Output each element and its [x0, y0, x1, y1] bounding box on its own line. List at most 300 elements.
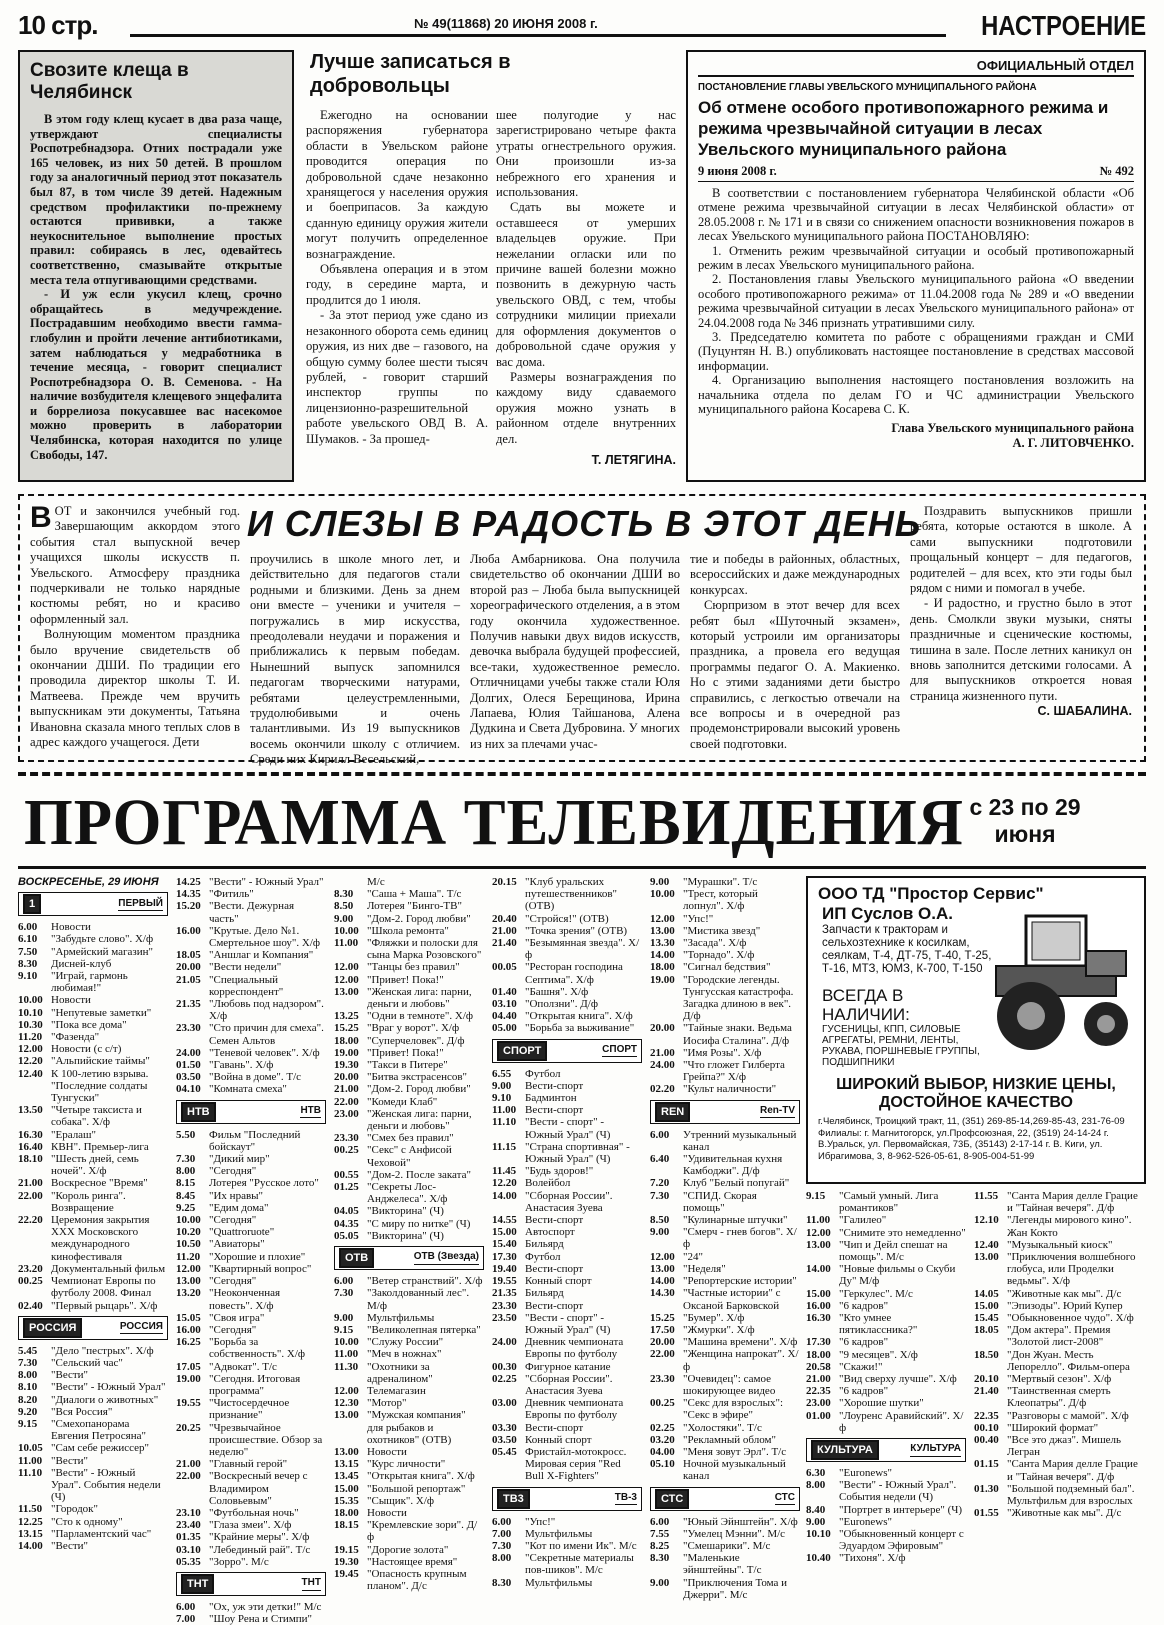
program-title: "Вести недели"	[209, 961, 282, 974]
program-time: 9.00	[650, 1576, 670, 1589]
program-title: "Новые фильмы о Скуби Ду" М/ф	[839, 1263, 956, 1288]
program-title: К 100-летию взрыва. "Последние солдаты Тунгуски"	[51, 1067, 149, 1105]
program-row	[176, 1531, 326, 1543]
program-row	[334, 1397, 484, 1409]
program-row	[650, 1373, 800, 1397]
program-title: "Заколдованный лес". М/ф	[367, 1287, 470, 1312]
program-time: 04.35	[334, 1217, 359, 1230]
channel-kultura	[806, 1438, 966, 1462]
program-title: Новости	[51, 921, 91, 934]
program-title: "Специальный корреспондент"	[209, 973, 284, 998]
program-time: 22.35	[974, 1409, 999, 1422]
program-time: 9.00	[650, 1226, 670, 1239]
program-title: "Любовь под надзором". Х/ф	[209, 998, 324, 1023]
program-row	[18, 1019, 168, 1031]
program-title: Волейбол	[525, 1177, 571, 1190]
program-time: 16.40	[18, 1140, 43, 1153]
program-time: 15.40	[492, 1238, 517, 1251]
program-time: 23.50	[492, 1311, 517, 1324]
program-time: 15.00	[492, 1226, 517, 1239]
program-row	[806, 1397, 966, 1409]
program-title: "Война в доме". Т/с	[209, 1071, 302, 1084]
program-row	[176, 949, 326, 961]
grad-col-5	[910, 504, 1132, 720]
paragraph: проучились в школе много лет, и действительно для педагогов стали родными и близкими. День за днем они вместе – ученики и учителя – погружались в мир искусства, преодолевали неудачи и поражения и приближались к первым победам. Нынешний выпуск запомнился педагогам творческими натурами, ребятами целеустремленными, трудолюбивыми и очень талантливыми. Из 19 выпускников восемь окончили школу с отличием. Среди них Кирилл Весельский,	[250, 552, 460, 767]
program-row	[176, 1336, 326, 1360]
program-time: 01.55	[974, 1507, 999, 1520]
program-title: "Маленькие эйнштейны". Т/с	[683, 1552, 762, 1577]
program-row	[492, 1263, 642, 1275]
program-title: "Очевидец": самое шокирующее видео	[683, 1372, 776, 1397]
program-time: 10.30	[18, 1018, 43, 1031]
program-row	[334, 1071, 484, 1083]
paragraph: Люба Амбарникова. Она получила свидетельство об окончании ДШИ во второй раз – Люба была выпускницей хореографического отделения, а в этом году окончила художественное. Получив навыки двух видов искусств, девочка выбрала будущей профессией, все-таки, художественное ремесло. Отличницами учебы также стали Юля Долгих, Олеся Берещинова, Ирина Лапаева, Юлия Тайшанова, Алена Дудкина и Света Дубровина. У многих из них за плечами учас-	[470, 552, 680, 751]
program-title: Мультфильмы	[525, 1527, 593, 1540]
program-row	[974, 1410, 1146, 1422]
program-time: 13.00	[334, 1445, 359, 1458]
paragraph: Размеры вознаграждения по каждому виду сдаваемого оружия можно узнать в районном отделе внутренних дел.	[496, 369, 676, 446]
program-row	[492, 1312, 642, 1336]
program-row	[650, 1059, 800, 1083]
program-time: 14.25	[176, 876, 201, 888]
program-time: 00.30	[492, 1360, 517, 1373]
program-time: 03.20	[650, 1433, 675, 1446]
program-time: 9.00	[334, 1311, 354, 1324]
program-row	[650, 1577, 800, 1601]
program-title: "Оползни". Д/ф	[525, 998, 598, 1011]
program-title: "6 кадров"	[839, 1385, 889, 1398]
tractor-parts-ad	[806, 876, 1146, 1184]
program-title: "Крайние меры". Х/ф	[209, 1531, 310, 1544]
ticks-para-2: - И уж если укусил клещ, срочно обращайтесь в медучреждение. Пострадавшим необходимо ввести гамма-глобулин и пройти лечение антибиотиками, затем наблюдаться у медработника в течение месяца, - говорит специалист Роспотребнадзора О. В. Семенова. - На наличие возбудителя клещевого энцефалита и боррелиоза покусавшее вас насекомое можно проверить в лаборатории Челябинска, которая находится по улице Свободы, 147.	[30, 287, 282, 462]
program-title: Футбол	[525, 1067, 561, 1080]
program-row	[334, 1470, 484, 1482]
program-title: Фильм "Последний бойскаут"	[209, 1128, 301, 1153]
program-time: 22.20	[18, 1214, 43, 1227]
program-title: "Чистосердечное признание"	[209, 1397, 290, 1422]
channel-name: РОССИЯ	[120, 1321, 163, 1334]
program-row	[334, 1287, 484, 1311]
program-title: "Фитиль"	[209, 888, 254, 901]
program-time: 10.00	[18, 994, 43, 1007]
program-time: 11.20	[18, 1031, 43, 1044]
program-title: "Репортерские истории"	[683, 1275, 797, 1288]
program-title: "Сыщик". Х/ф	[367, 1494, 435, 1507]
program-time: 6.40	[650, 1153, 670, 1166]
program-title: "Глаза змеи". Х/ф	[209, 1519, 292, 1532]
program-row	[176, 974, 326, 998]
tv-dates: с 23 по 29 июня	[969, 794, 1081, 847]
program-row	[492, 1092, 642, 1104]
program-row	[650, 1348, 800, 1372]
program-row	[334, 1205, 484, 1217]
program-title: "Приключения Тома и Джерри". М/с	[683, 1576, 788, 1601]
program-row	[806, 1312, 966, 1336]
program-title: "Вести" - Южный Урал". События недели (Ч)	[839, 1479, 957, 1504]
program-row	[806, 1516, 966, 1528]
paragraph: Ежегодно на основании распоряжения губернатора области в Увельском районе проводится операция по добровольной сдаче незаконно хранящегося у населения оружия и боеприпасов. За каждую сданную единицу оружия жители могут получить определенное вознаграждение.	[306, 108, 488, 261]
program-time: 21.00	[176, 1458, 201, 1471]
program-row	[176, 1022, 326, 1046]
program-title: "Лебединый рай". Т/с	[209, 1543, 311, 1556]
program-row	[176, 888, 326, 900]
volunteers-author: Т. ЛЕТЯГИНА.	[591, 452, 676, 467]
program-title: "Женщина напрокат". Х/ф	[683, 1348, 799, 1373]
program-row	[650, 876, 800, 888]
program-time: 15.05	[176, 1311, 201, 1324]
program-time: 7.00	[176, 1613, 196, 1625]
program-time: 12.30	[334, 1397, 359, 1410]
program-title: "Школа ремонта"	[367, 924, 449, 937]
program-time: 10.10	[18, 1006, 43, 1019]
program-row	[334, 986, 484, 1010]
program-title: "Мертвый сезон". Х/ф	[1007, 1373, 1112, 1386]
program-title: "Авиаторы"	[209, 1238, 265, 1251]
program-title: "Башня". Х/ф	[525, 985, 589, 998]
signature-role: Глава Увельского муниципального района	[891, 420, 1134, 435]
program-row	[806, 1349, 966, 1361]
decree-title: Об отмене особого противопожарного режима и режима чрезвычайной ситуации в лесах Увельского муниципального района	[698, 98, 1109, 159]
program-title: Новости	[367, 1445, 407, 1458]
program-time: 00.05	[492, 961, 517, 974]
program-row	[176, 1312, 326, 1324]
ad-stock: ВСЕГДА В НАЛИЧИИ:	[822, 986, 910, 1024]
program-title: Воскресное "Время"	[51, 1177, 148, 1190]
program-row	[18, 1300, 168, 1312]
program-time: 23.40	[176, 1519, 201, 1532]
program-row	[334, 1312, 484, 1324]
program-title: "Животные как мы". Д/с	[1007, 1507, 1122, 1520]
program-time: 6.00	[18, 921, 38, 934]
program-row	[974, 1458, 1146, 1482]
program-row	[650, 1153, 800, 1177]
program-row	[334, 1348, 484, 1360]
tv-col-3	[334, 876, 484, 1592]
schedule-list	[176, 876, 326, 1096]
program-time: 01.30	[974, 1482, 999, 1495]
program-title: Клуб "Белый попугай"	[683, 1177, 790, 1190]
program-title: "Тихоня". Х/ф	[839, 1552, 906, 1565]
program-title: "Сегодня"	[209, 1214, 257, 1227]
program-title: Новости	[367, 1506, 407, 1519]
program-row	[492, 1397, 642, 1421]
program-title: Телемагазин	[367, 1384, 426, 1397]
program-time: 9.00	[334, 912, 354, 925]
program-title: Лотерея "Русское лото"	[209, 1177, 319, 1190]
tv-col-2	[176, 876, 326, 1625]
program-row	[18, 1190, 168, 1214]
official-decree	[686, 50, 1146, 482]
program-title: "Вести - спорт" - Южный Урал" (Ч)	[525, 1311, 611, 1336]
program-row	[18, 1275, 168, 1299]
program-row	[806, 1552, 966, 1564]
program-row	[176, 1226, 326, 1238]
program-title: "Мурашки". Т/с	[683, 876, 758, 888]
channel-name: Ren-TV	[760, 1105, 795, 1118]
program-row	[18, 1442, 168, 1454]
program-time: 8.00	[492, 1552, 512, 1565]
program-time: 19.15	[334, 1543, 359, 1556]
program-time: 9.15	[806, 1190, 826, 1202]
program-row	[334, 1010, 484, 1022]
tv3-logo-icon: ТВ3	[497, 1489, 530, 1509]
program-time: 15.00	[334, 1482, 359, 1495]
program-time: 13.15	[334, 1458, 359, 1471]
program-row	[176, 1287, 326, 1311]
program-row	[334, 1035, 484, 1047]
program-title: "Стройся!" (ОТВ)	[525, 912, 609, 925]
program-time: 10.00	[334, 1336, 359, 1349]
program-row	[334, 1361, 484, 1385]
program-title: "Мотор"	[367, 1397, 407, 1410]
program-title: Фигурное катание	[525, 1360, 611, 1373]
program-time: 11.45	[492, 1165, 517, 1178]
program-time: 14.00	[650, 949, 675, 962]
program-time: 20.00	[650, 1336, 675, 1349]
program-title: "Городок"	[51, 1503, 98, 1516]
program-row	[18, 1263, 168, 1275]
program-row	[334, 1083, 484, 1095]
program-row	[176, 876, 326, 888]
program-time: 11.00	[492, 1104, 517, 1117]
program-row	[806, 1227, 966, 1239]
program-title: Новости	[51, 994, 91, 1007]
program-title: "Хорошие и плохие"	[209, 1250, 306, 1263]
tractor-icon	[986, 906, 1136, 1056]
program-time: 21.00	[18, 1177, 43, 1190]
program-time: 5.45	[18, 1344, 38, 1357]
program-row	[334, 1336, 484, 1348]
program-title: "Дон Жуан. Месть Лепорелло". Фильм-опера	[1007, 1348, 1130, 1373]
volunteers-col-1	[306, 108, 488, 447]
program-time: 12.10	[974, 1214, 999, 1227]
program-time: 13.20	[176, 1287, 201, 1300]
program-row	[650, 1251, 800, 1263]
program-title: "Дом-2. После заката"	[367, 1168, 471, 1181]
program-title: "Борьба за выживание"	[525, 1022, 635, 1035]
program-time: 8.45	[176, 1189, 196, 1202]
program-row	[492, 1104, 642, 1116]
program-time: 8.15	[176, 1177, 196, 1190]
program-row	[334, 937, 484, 961]
program-title: "Сам себе режиссер"	[51, 1442, 150, 1455]
program-row	[492, 1177, 642, 1189]
program-title: "Первый рыцарь". Х/ф	[51, 1299, 158, 1312]
program-row	[650, 1434, 800, 1446]
program-title: "Ералаш"	[51, 1128, 97, 1141]
program-time: 12.00	[334, 961, 359, 974]
channel-name: СТС	[775, 1492, 795, 1505]
program-row	[18, 1357, 168, 1369]
program-row	[334, 1144, 484, 1168]
program-time: 6.30	[806, 1467, 826, 1480]
schedule-list	[176, 1601, 326, 1625]
program-time: 13.15	[18, 1527, 43, 1540]
ticks-para-1: В этом году клещ кусает в два раза чаще, утверждают специалисты Роспотребнадзора. Отних пострадали уже 165 человек, из них 50 детей. В прошлом году за аналогичный период этот показатель был 87, в том числе 39 детей. Надежным средством профилактики по-прежнему остаются прививки, а также неукоснительное выполнение простых правил: собираясь в лес, одевайтесь соответственно, смазывайте открытые места тела отпугивающими средствами.	[30, 112, 282, 287]
channel-name: ТВ-3	[615, 1492, 637, 1505]
program-time: 8.40	[806, 1503, 826, 1516]
program-title: "Мужская компания" для рыбаков и охотников" (ОТВ)	[367, 1409, 466, 1446]
program-title: "Ресторан господина Септима". Х/ф	[525, 961, 623, 986]
program-time: 18.50	[974, 1348, 999, 1361]
grad-col-2	[250, 552, 460, 768]
program-time: 12.20	[492, 1177, 517, 1190]
program-row	[334, 1275, 484, 1287]
program-row	[650, 1177, 800, 1189]
program-title: "Воскресный вечер с Владимиром Соловьевым"	[209, 1470, 308, 1507]
program-title: "Сборная России". Анастасия Зуева	[525, 1189, 613, 1214]
ntv-logo-icon: НТВ	[181, 1102, 216, 1122]
program-title: "Музыкальный киоск"	[1007, 1238, 1113, 1251]
program-time: 05.05	[334, 1229, 359, 1242]
program-title: "Дорогие золота"	[367, 1543, 449, 1556]
program-title: "Euronews"	[839, 1515, 892, 1528]
program-row	[18, 1141, 168, 1153]
program-row	[334, 1544, 484, 1556]
section-title: НАСТРОЕНИЕ	[980, 10, 1146, 41]
program-row	[18, 1043, 168, 1055]
program-time: 04.00	[650, 1445, 675, 1458]
program-row	[492, 1336, 642, 1360]
program-title: "Чип и Дейл спешат на помощь". М/с	[839, 1238, 948, 1264]
program-row	[176, 1397, 326, 1421]
program-row	[650, 1275, 800, 1287]
program-row	[18, 1467, 168, 1504]
program-title: "Машина времени". Х/ф	[683, 1336, 798, 1349]
program-title: "Смерч - гнев богов". Х/ф	[683, 1226, 797, 1251]
program-row	[650, 1540, 800, 1552]
program-time: 23.00	[334, 1107, 359, 1120]
program-time: 17.30	[492, 1250, 517, 1263]
paragraph: шее полугодие у нас зарегистрировано четыре факта утраты огнестрельного оружия. Они произошли из-за небрежного его хранения и использования.	[496, 108, 676, 200]
program-time: 11.00	[334, 937, 359, 950]
program-row	[974, 1324, 1146, 1348]
tv-col-5	[650, 876, 800, 1601]
program-title: "Меня зовут Эрл". Т/с	[683, 1445, 787, 1458]
program-time: 6.00	[492, 1515, 512, 1528]
program-title: "Большой подземный бал". Мультфильм для взрослых	[1007, 1482, 1135, 1508]
program-time: 8.50	[650, 1214, 670, 1227]
program-time: 10.00	[334, 924, 359, 937]
program-title: "СПИД. Скорая помощь"	[683, 1189, 757, 1214]
paragraph: ОТ и закончился учебный год. Завершающим аккордом этого события стал выпускной вечер учащихся школы искусств п. Увельского. Атмосферу праздника подчеркивали не только нарядные костюмы ребят, но и красиво оформленный зал.	[30, 504, 240, 626]
program-time: 14.30	[650, 1287, 675, 1300]
paragraph: 4. Организацию выполнения настоящего постановления возложить на начальника отдела по делам ГО и ЧС администрации Увельского муниципального района Косарева С. К.	[698, 373, 1134, 417]
program-time: 24.00	[176, 1046, 201, 1059]
program-title: "Своя игра"	[209, 1311, 265, 1324]
program-row	[974, 1422, 1146, 1434]
program-time: 8.25	[650, 1539, 670, 1552]
program-time: 19.40	[492, 1262, 517, 1275]
program-row	[492, 1116, 642, 1140]
ticks-title: Свозите клеща в Челябинск	[30, 60, 189, 103]
program-title: "Смехопанорама Евгения Петросяна"	[51, 1417, 146, 1443]
program-time: 6.00	[176, 1600, 196, 1613]
program-title: "Секреты Лос-Анджелеса". Х/ф	[367, 1181, 448, 1206]
program-row	[492, 1214, 642, 1226]
program-row	[334, 1556, 484, 1568]
section-divider	[18, 772, 1146, 776]
program-title: "Кто умнее пятиклассника?"	[839, 1312, 918, 1337]
program-row	[650, 1083, 800, 1095]
program-time: 15.25	[650, 1311, 675, 1324]
program-title: "Euronews"	[839, 1467, 892, 1480]
program-title: М/с	[367, 876, 385, 888]
program-row	[974, 1483, 1146, 1507]
program-row	[18, 1007, 168, 1019]
program-title: "Вести" - Южный Урал"	[209, 876, 324, 888]
program-row	[650, 974, 800, 1023]
program-title: "Вести"	[51, 1539, 89, 1552]
program-row	[492, 1287, 642, 1299]
program-time: 13.45	[334, 1470, 359, 1483]
tv-col-6	[806, 1190, 966, 1565]
program-row	[176, 1190, 326, 1202]
schedule-list	[650, 1516, 800, 1601]
program-title: "Меч в ножнах"	[367, 1348, 442, 1361]
program-row	[176, 1153, 326, 1165]
program-time: 11.10	[18, 1466, 43, 1479]
program-title: "Секретные материалы пов-шиков". М/с	[525, 1552, 634, 1577]
program-time: 11.15	[492, 1140, 517, 1153]
program-row	[974, 1434, 1146, 1458]
program-time: 03.50	[492, 1433, 517, 1446]
schedule-list	[492, 1068, 642, 1483]
program-row	[650, 1047, 800, 1059]
program-time: 11.00	[806, 1214, 831, 1227]
program-title: "Животные как мы". Д/с	[1007, 1287, 1122, 1300]
program-title: "Умелец Мэнни". М/с	[683, 1527, 786, 1540]
program-title: "Сельский час"	[51, 1356, 123, 1369]
program-time: 21.05	[176, 973, 201, 986]
program-row	[650, 1458, 800, 1482]
program-time: 16.00	[176, 1323, 201, 1336]
program-row	[18, 1516, 168, 1528]
program-row	[18, 1369, 168, 1381]
program-row	[176, 1519, 326, 1531]
program-row	[334, 1458, 484, 1470]
program-row	[176, 1601, 326, 1613]
program-title: "Враг у ворот". Х/ф	[367, 1022, 460, 1035]
program-time: 21.40	[492, 937, 517, 950]
program-row	[492, 1068, 642, 1080]
program-row	[334, 1047, 484, 1059]
program-time: 15.20	[176, 900, 201, 913]
program-row	[650, 949, 800, 961]
program-title: "Холостяки". Т/с	[683, 1421, 762, 1434]
program-time: 01.35	[176, 1531, 201, 1544]
program-row	[18, 970, 168, 994]
paragraph: тие и победы в районных, областных, всероссийских и даже международных конкурсах.	[690, 552, 900, 597]
schedule-list	[650, 876, 800, 1096]
program-time: 23.30	[176, 1022, 201, 1035]
volunteers-col-2	[496, 108, 676, 468]
program-row	[650, 1312, 800, 1324]
program-title: "Мистика звезд"	[683, 924, 761, 937]
program-title: Мультфильмы	[525, 1576, 593, 1589]
channel-name: КУЛЬТУРА	[910, 1443, 961, 1456]
program-time: 21.40	[974, 1385, 999, 1398]
program-title: "Играй, гармонь любимая!"	[51, 970, 128, 995]
program-title: Дневник чемпионата Европы по футболу	[525, 1397, 624, 1422]
grad-col-1	[30, 501, 240, 751]
program-row	[176, 1613, 326, 1625]
program-time: 8.30	[18, 957, 38, 970]
program-title: "Вести" - Южный Урал"	[51, 1381, 166, 1394]
program-title: "Парламентский час"	[51, 1527, 152, 1540]
program-title: "Дикий мир"	[209, 1153, 270, 1166]
program-title: "Викторина" (Ч)	[367, 1229, 444, 1242]
